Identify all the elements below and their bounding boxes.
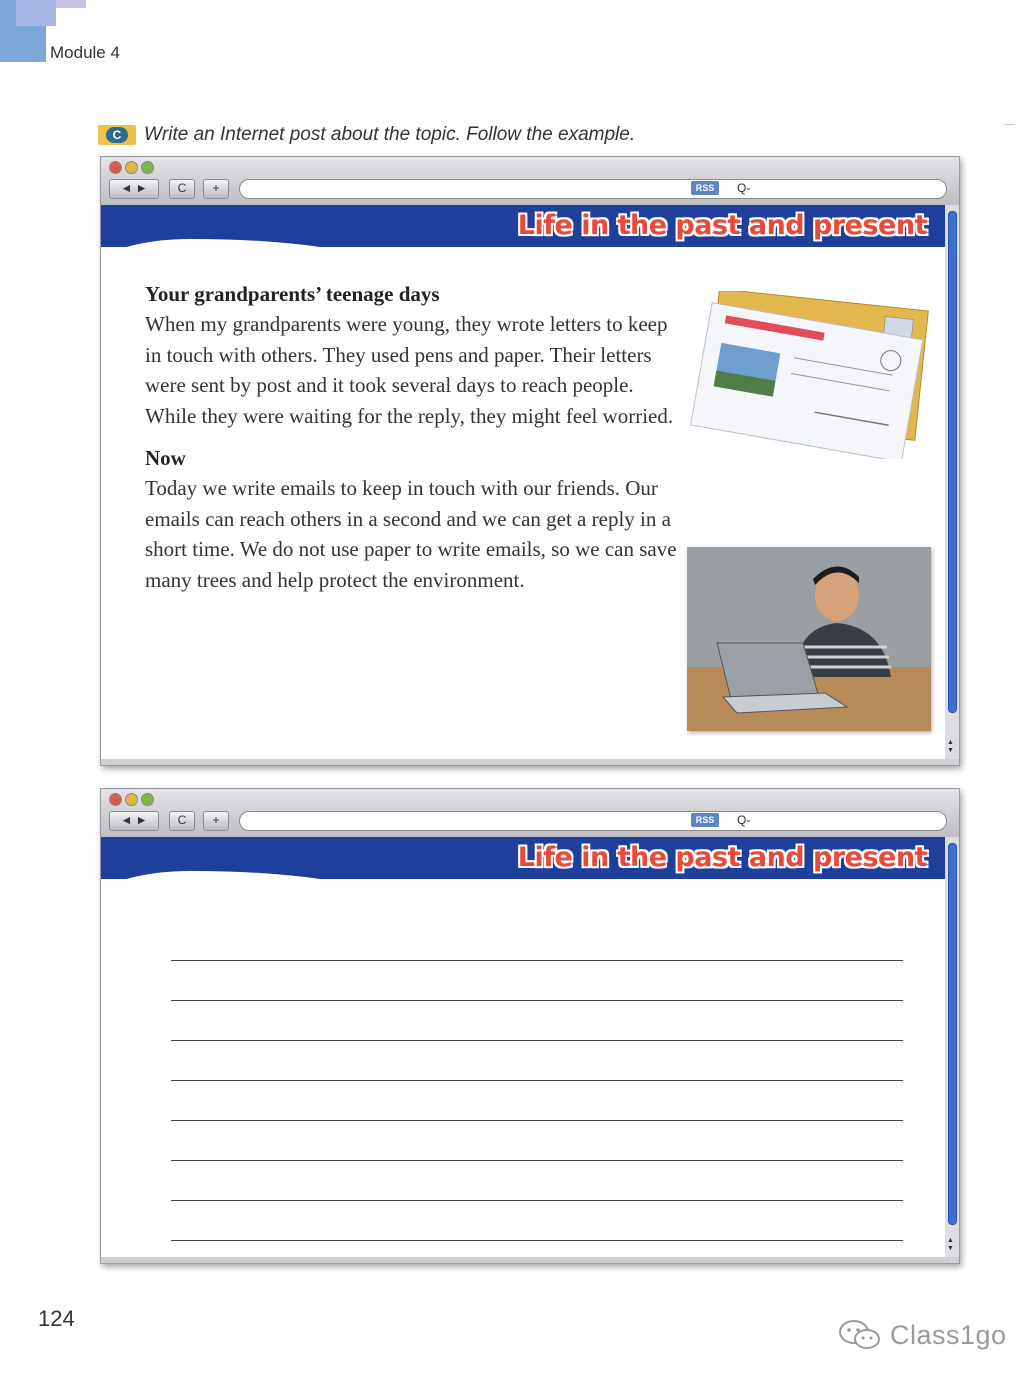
writing-line[interactable] (171, 1241, 903, 1257)
scroll-thumb[interactable] (948, 211, 957, 713)
corner-decoration (56, 0, 86, 8)
section-title-now: Now (145, 446, 186, 470)
writing-line[interactable] (171, 1081, 903, 1121)
edge-mark (1004, 124, 1014, 125)
module-label: Module 4 (50, 43, 120, 62)
scroll-arrows-icon[interactable]: ▲ ▼ (947, 1237, 954, 1252)
rss-icon[interactable]: RSS (691, 181, 719, 195)
close-window-button[interactable] (109, 793, 122, 806)
add-bookmark-button[interactable]: + (203, 179, 229, 199)
activity-badge (98, 125, 136, 145)
writing-lines[interactable] (171, 921, 903, 1257)
writing-line[interactable] (171, 1041, 903, 1081)
page-header-title: Life in the past and present (517, 210, 927, 241)
instruction (98, 124, 635, 146)
boy-with-laptop-photo (687, 547, 931, 731)
writing-line[interactable] (171, 921, 903, 961)
browser-toolbar (101, 789, 959, 837)
watermark-text: Class1go (890, 1319, 1007, 1350)
add-bookmark-button[interactable]: + (203, 811, 229, 831)
writing-line[interactable] (171, 1161, 903, 1201)
watermark (838, 1318, 1007, 1352)
writing-line[interactable] (171, 1201, 903, 1241)
vertical-scrollbar[interactable] (945, 205, 959, 759)
browser-toolbar (101, 157, 959, 205)
window-controls (109, 161, 154, 174)
page-number: 124 (38, 1306, 75, 1331)
example-browser-window (100, 156, 960, 766)
maximize-window-button[interactable] (141, 161, 154, 174)
scroll-arrows-icon[interactable]: ▲ ▼ (947, 739, 954, 754)
writing-line[interactable] (171, 1001, 903, 1041)
instruction-text: Write an Internet post about the topic. Follow the example. (144, 124, 636, 145)
vertical-scrollbar[interactable] (945, 837, 959, 1257)
section-text-now: Today we write emails to keep in touch with our friends. Our emails can reach others in a second and we can get a reply in a short time. We do not use paper to write emails, so we can save many trees and help protect the environment. (145, 476, 677, 592)
envelopes-photo (689, 291, 931, 459)
back-forward-button[interactable]: ◄ ► (109, 811, 159, 831)
writing-browser-window (100, 788, 960, 1264)
address-bar[interactable] (239, 179, 947, 199)
corner-decoration (16, 0, 56, 26)
reload-button[interactable]: C (169, 811, 195, 831)
section-text-past: When my grandparents were young, they wrote letters to keep in touch with others. They used pens and paper. Their letters were sent by post and it took several days to reach people. While they were waiting for the reply, they might feel worried. (145, 312, 674, 428)
close-window-button[interactable] (109, 161, 122, 174)
minimize-window-button[interactable] (125, 161, 138, 174)
search-icon[interactable]: Q- (737, 813, 751, 827)
window-controls (109, 793, 154, 806)
writing-line[interactable] (171, 961, 903, 1001)
example-post (145, 279, 685, 595)
search-icon[interactable]: Q- (737, 181, 751, 195)
minimize-window-button[interactable] (125, 793, 138, 806)
reload-button[interactable]: C (169, 179, 195, 199)
page-content (101, 837, 945, 1257)
address-bar[interactable] (239, 811, 947, 831)
scroll-thumb[interactable] (948, 843, 957, 1225)
back-forward-button[interactable]: ◄ ► (109, 179, 159, 199)
rss-icon[interactable]: RSS (691, 813, 719, 827)
page-header-title: Life in the past and present (517, 842, 927, 873)
chat-bubbles-icon (838, 1318, 882, 1352)
maximize-window-button[interactable] (141, 793, 154, 806)
activity-letter: C (106, 127, 128, 143)
page-content (101, 205, 945, 759)
section-title-past: Your grandparents’ teenage days (145, 282, 440, 306)
writing-line[interactable] (171, 1121, 903, 1161)
